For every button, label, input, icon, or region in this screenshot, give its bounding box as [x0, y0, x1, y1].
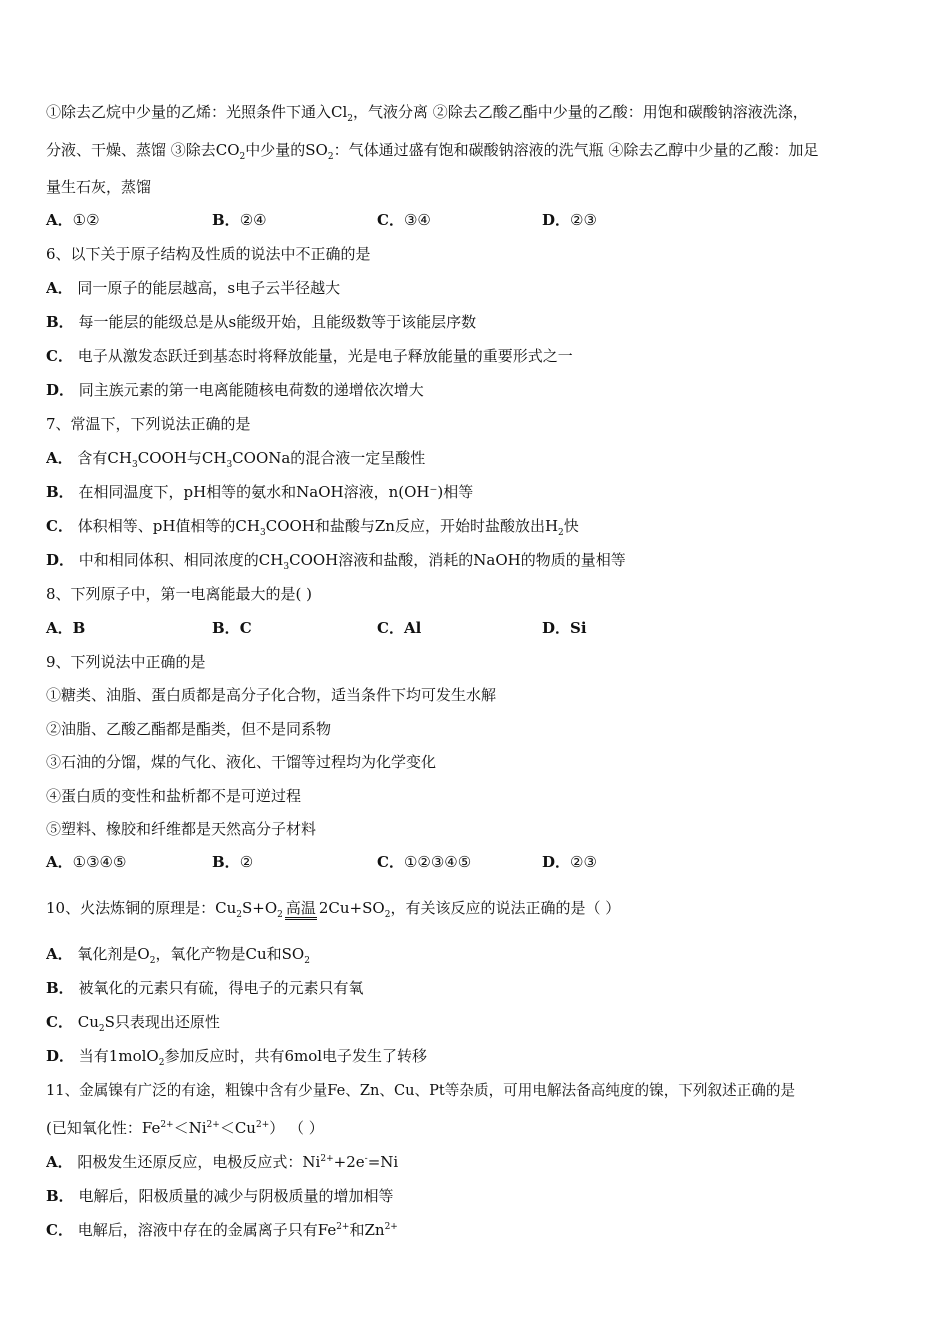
q10-option-b[interactable]: [46, 978, 916, 998]
option-key: C．: [46, 517, 73, 535]
text: ，气液分离 ②除去乙酸乙酯中少量的乙酸：用饱和碳酸钠溶液洗涤，: [353, 103, 808, 121]
option-text: ②④: [239, 211, 267, 229]
option-key: A．: [46, 1153, 73, 1171]
option-key: D．: [46, 551, 75, 569]
text: COOH与CH: [137, 449, 227, 467]
text: 被氧化的元素只有硫，得电子的元素只有氧: [78, 979, 364, 997]
text: 阳极发生还原反应，电极反应式：Ni: [77, 1153, 321, 1171]
option-text: 同主族元素的第一电离能随核电荷数的递增依次增大: [78, 381, 424, 399]
text: S只表现出还原性: [104, 1013, 220, 1031]
option-key: D．: [46, 1047, 75, 1065]
option-text: ②: [239, 853, 254, 871]
option-key: B．: [46, 483, 74, 501]
subscript: 2: [384, 910, 391, 920]
q9-item-4: ④蛋白质的变性和盐析都不是可逆过程: [46, 787, 302, 805]
text: 参加反应时，共有6mol电子发生了转移: [164, 1047, 428, 1065]
option-key: B．: [212, 619, 240, 637]
option-key: A．: [46, 211, 73, 229]
q9-item-3: ③石油的分馏，煤的气化、液化、干馏等过程均为化学变化: [46, 753, 437, 771]
option-text: ①③④⑤: [72, 853, 127, 871]
option-key: A．: [46, 449, 73, 467]
q10-stem: [46, 893, 916, 923]
text: 10、火法炼铜的原理是：Cu: [46, 899, 237, 917]
option-text: 同一原子的能层越高，s电子云半径越大: [77, 279, 341, 297]
text: COOH溶液和盐酸，消耗的NaOH的物质的量相等: [289, 551, 626, 569]
option-text: 每一能层的能级总是从s能级开始，且能级数等于该能层序数: [78, 313, 477, 331]
subscript: 2: [239, 152, 246, 160]
q6-option-c[interactable]: [46, 346, 916, 366]
text: S+O: [241, 899, 278, 917]
option-text: Al: [403, 619, 422, 637]
text: Cu: [77, 1013, 99, 1031]
subscript: 2: [558, 528, 564, 536]
subscript: 3: [131, 460, 138, 468]
superscript: 2+: [384, 1222, 398, 1232]
text: 电解后，阳极质量的减少与阴极质量的增加相等: [78, 1187, 394, 1205]
option-text: Si: [570, 619, 587, 637]
q9-item-5: ⑤塑料、橡胶和纤维都是天然高分子材料: [46, 820, 317, 838]
q7-option-c[interactable]: [46, 516, 916, 536]
q5-statement-line1: [46, 102, 916, 122]
q11-option-a[interactable]: [46, 1152, 916, 1172]
option-key: C．: [46, 1013, 73, 1031]
reaction-condition-equals: [285, 899, 317, 920]
text: 在相同温度下，pH相等的氨水和NaOH溶液，n(OH⁻)相等: [78, 483, 474, 501]
q11-stem: 11、金属镍有广泛的有途，粗镍中含有少量Fe、Zn、Cu、Pt等杂质，可用电解法备高纯度的镍，下列叙述正确的是: [46, 1082, 796, 1099]
q11-stem-line2: [46, 1118, 916, 1138]
option-key: A．: [46, 853, 73, 871]
option-key: B．: [212, 211, 240, 229]
q11-option-c[interactable]: [46, 1220, 916, 1240]
q10-option-c[interactable]: [46, 1012, 916, 1032]
q5-option-c[interactable]: [377, 210, 431, 230]
text: 氧化剂是O: [77, 945, 150, 963]
q7-option-a[interactable]: [46, 448, 916, 468]
text: ＜Ni: [173, 1119, 207, 1137]
option-key: C．: [46, 347, 73, 365]
q8-option-b[interactable]: [212, 618, 252, 638]
subscript: 3: [259, 528, 266, 536]
option-text: 电子从激发态跃迁到基态时将释放能量，光是电子释放能量的重要形式之一: [77, 347, 573, 365]
text: 当有1molO: [78, 1047, 159, 1065]
q7-option-d[interactable]: [46, 550, 916, 570]
subscript: 2: [149, 956, 156, 964]
q5-option-b[interactable]: [212, 210, 267, 230]
subscript: 2: [158, 1058, 165, 1066]
q10-option-a[interactable]: [46, 944, 916, 964]
text: (已知氧化性：Fe: [46, 1119, 161, 1137]
q9-item-2: ②油脂、乙酸乙酯都是酯类，但不是同系物: [46, 720, 332, 738]
option-text: ②③: [570, 853, 597, 871]
q8-option-a[interactable]: [46, 618, 85, 638]
q9-option-a[interactable]: [46, 852, 126, 872]
q5-statement-line3: 量生石灰，蒸馏: [46, 178, 152, 196]
text: ＜Cu: [219, 1119, 256, 1137]
option-text: ③④: [403, 211, 431, 229]
q5-option-d[interactable]: [542, 210, 597, 230]
option-text: ①②: [72, 211, 100, 229]
q8-option-c[interactable]: [377, 618, 421, 638]
option-key: B．: [46, 979, 74, 997]
superscript: 2+: [255, 1120, 270, 1130]
q7-option-b[interactable]: [46, 482, 916, 502]
q5-statement-line2: [46, 140, 916, 160]
option-key: B．: [46, 1187, 74, 1205]
text: +2e: [333, 1153, 365, 1171]
text: ：气体通过盛有饱和碳酸钠溶液的洗气瓶 ④除去乙醇中少量的乙酸：加足: [333, 141, 819, 159]
q9-option-d[interactable]: [542, 852, 597, 872]
q7-stem: 7、常温下，下列说法正确的是: [46, 415, 251, 433]
option-text: B: [72, 619, 86, 637]
text: 中少量的SO: [245, 141, 328, 159]
option-text: ②③: [570, 211, 597, 229]
text: 快: [563, 517, 579, 535]
option-key: A．: [46, 619, 73, 637]
superscript: 2+: [160, 1120, 174, 1130]
subscript: 2: [347, 114, 354, 122]
q6-option-a[interactable]: [46, 278, 916, 298]
q8-option-d[interactable]: [542, 618, 587, 638]
text: ，氧化产物是Cu和SO: [155, 945, 305, 963]
option-text: ①②③④⑤: [403, 853, 472, 871]
text: COONa的混合液一定呈酸性: [232, 449, 426, 467]
option-key: C．: [377, 619, 404, 637]
text: 分液、干燥、蒸馏 ③除去CO: [46, 141, 240, 159]
subscript: 2: [327, 152, 334, 160]
q9-item-1: ①糖类、油脂、蛋白质都是高分子化合物，适当条件下均可发生水解: [46, 686, 497, 704]
option-key: A．: [46, 945, 73, 963]
superscript: 2+: [206, 1120, 220, 1130]
q9-stem: 9、下列说法中正确的是: [46, 653, 206, 671]
q9-option-b[interactable]: [212, 852, 253, 872]
text: =Ni: [367, 1153, 399, 1171]
option-key: C．: [377, 853, 404, 871]
subscript: 2: [236, 910, 242, 920]
option-key: D．: [46, 381, 75, 399]
q6-option-b[interactable]: [46, 312, 916, 332]
option-key: B．: [212, 853, 240, 871]
q6-stem: 6、以下关于原子结构及性质的说法中不正确的是: [46, 245, 371, 263]
superscript: -: [364, 1154, 368, 1164]
text: 体积相等、pH值相等的CH: [77, 517, 260, 535]
q10-option-d[interactable]: [46, 1046, 916, 1066]
q9-option-c[interactable]: [377, 852, 471, 872]
text: ） （ ）: [269, 1119, 324, 1137]
q11-option-b[interactable]: [46, 1186, 916, 1206]
q5-options: [46, 210, 916, 230]
subscript: 2: [98, 1024, 105, 1032]
subscript: 3: [226, 460, 233, 468]
text: 含有CH: [77, 449, 132, 467]
text: 和Zn: [349, 1221, 385, 1239]
subscript: 2: [277, 910, 283, 920]
q8-options: [46, 618, 916, 638]
text: COOH和盐酸与Zn反应，开始时盐酸放出H: [265, 517, 559, 535]
option-key: C．: [46, 1221, 73, 1239]
q5-option-a[interactable]: [46, 210, 100, 230]
option-key: A．: [46, 279, 73, 297]
text: ①除去乙烷中少量的乙烯：光照条件下通入Cl: [46, 103, 348, 121]
option-key: D．: [542, 211, 571, 229]
option-key: B．: [46, 313, 74, 331]
q6-option-d[interactable]: [46, 380, 916, 400]
subscript: 3: [283, 562, 290, 570]
option-key: D．: [542, 619, 571, 637]
superscript: 2+: [336, 1222, 350, 1232]
q9-options: [46, 852, 916, 872]
option-text: C: [239, 619, 252, 637]
subscript: 2: [304, 956, 310, 964]
superscript: 2+: [320, 1154, 334, 1164]
text: ，有关该反应的说法正确的是（ ）: [390, 899, 621, 917]
text: 电解后，溶液中存在的金属离子只有Fe: [77, 1221, 337, 1239]
text: 2Cu+SO: [318, 899, 385, 917]
condition-text: 高温: [285, 899, 316, 917]
option-key: C．: [377, 211, 404, 229]
q8-stem: 8、下列原子中，第一电离能最大的是( ): [46, 585, 313, 603]
text: 中和相同体积、相同浓度的CH: [78, 551, 284, 569]
option-key: D．: [542, 853, 571, 871]
